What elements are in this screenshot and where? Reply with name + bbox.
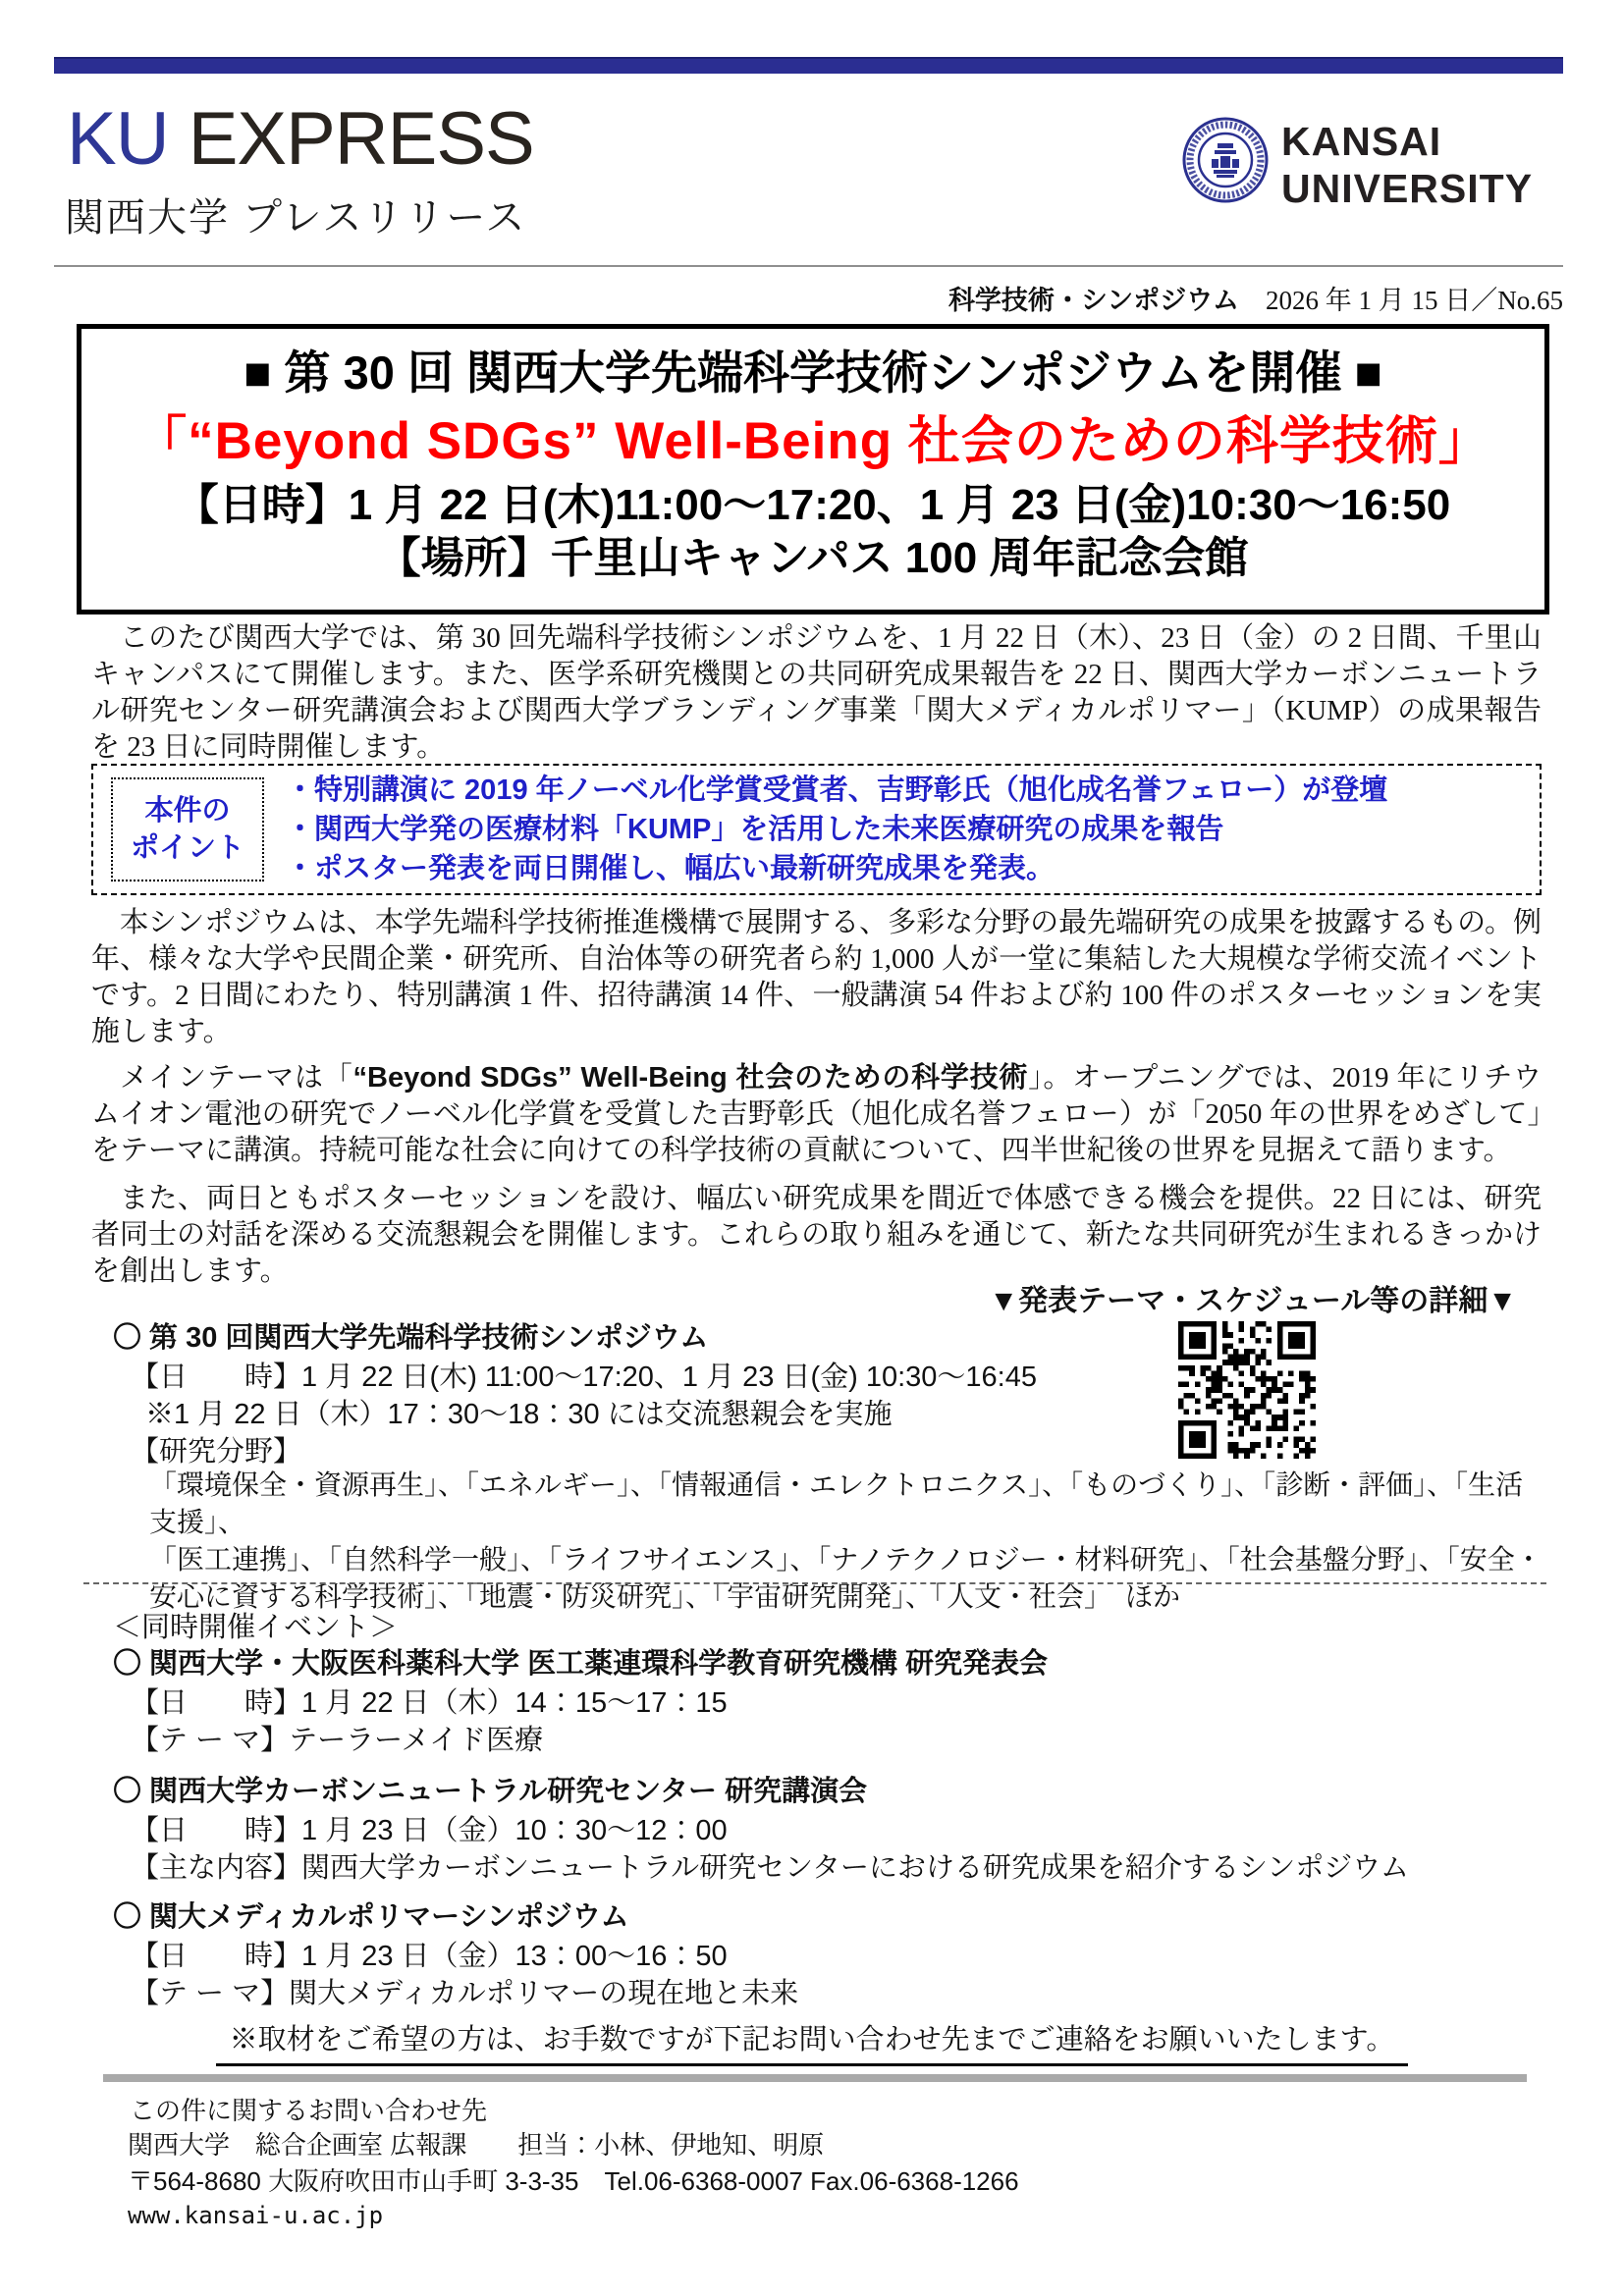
website-url: www.kansai-u.ac.jp [128,2202,384,2229]
research-fields-line: 「環境保全・資源再生」、「エネルギー」、「情報通信・エレクトロニクス」、「ものづくり」、「診断・評価」、「生活支援」、 [149,1469,1524,1537]
event-theme: 【テ ー マ】テーラーメイド医療 [131,1725,544,1756]
dateline [948,279,1563,317]
event-title: 〇 関大メディカルポリマーシンポジウム [113,1901,629,1933]
co-events-header: ＜同時開催イベント＞ [113,1612,399,1643]
event-title: 〇 関西大学・大阪医科薬科大学 医工薬連環科学教育研究機構 研究発表会 [113,1648,1049,1680]
paragraph-lead: このたび関西大学では、第 30 回先端科学技術シンポジウムを、1 月 22 日（木）、23 日（金）の 2 日間、千里山キャンパスにて開催します。また、医学系研究機関との共同研究成果報告を 22 日、関西大学カーボンニュートラル研究センター研究講演会および関西大学ブランディング事業「関大メディカルポリマー」（KUMP）の成果報告を 23 日に同時開催します。 [91,622,1542,763]
university-wordmark-line2: UNIVERSITY [1281,166,1534,211]
key-points-box [91,764,1542,895]
key-points-list [264,771,1540,888]
footer-divider-bar [103,2074,1527,2082]
details-banner: ▼発表テーマ・スケジュール等の詳細▼ [989,1285,1517,1317]
event-title: 〇 関西大学カーボンニュートラル研究センター 研究講演会 [113,1776,868,1807]
header-divider [54,265,1563,267]
paragraph-theme [91,1060,1542,1169]
key-points-label-line2: ポイント [130,832,244,864]
key-point-item: ・特別講演に 2019 年ノーベル化学賞受賞者、吉野彰氏（旭化成名誉フェロー）が登壇 [286,774,1388,806]
event-datetime: 【日 時】1 月 22 日（木）14：15～17：15 [131,1687,728,1719]
header-accent-bar [54,57,1563,74]
research-fields-line: 安心に資する科学技術」、「地震・防災研究」、「宇宙研究開発」、「人文・社会」 ほか [149,1581,1181,1612]
university-wordmark [1281,118,1533,212]
headline-venue: 【場所】千里山キャンパス 100 周年記念会館 [377,534,1249,582]
event-datetime: 【日 時】1 月 23 日（金）13：00～16：50 [131,1941,728,1972]
university-seal-icon [1181,116,1270,204]
symposium-note: ※1 月 22 日（木）17：30～18：30 には交流懇親会を実施 [145,1399,893,1430]
paragraph-theme-post: 」。オープニングでは、2019 年にリチウムイオン電池の研究でノーベル化学賞を受賞した吉野彰氏（旭化成名誉フェロー）が「2050 年の世界をめざして」をテーマに講演。持続可能な社会に向けての科学技術の貢献について、四半世紀後の世界を見据えて語ります。 [91,1062,1542,1166]
research-fields-label: 【研究分野】 [131,1436,302,1468]
ku-express-logo-ku: KU [67,97,169,181]
contact-department: 関西大学 総合企画室 広報課 担当：小林、伊地知、明原 [128,2130,825,2160]
key-point-item: ・関西大学発の医療材料「KUMP」を活用した未来医療研究の成果を報告 [286,814,1224,845]
headline-box [77,324,1549,614]
headline-main: ■ 第 30 回 関西大学先端科学技術シンポジウムを開催 ■ [244,347,1382,399]
key-point-item: ・ポスター発表を両日開催し、幅広い最新研究成果を発表。 [286,853,1056,884]
headline-datetime: 【日時】1 月 22 日(木)11:00～17:20、1 月 23 日(金)10:30～16:50 [175,481,1451,529]
key-points-label-line1: 本件の [144,795,231,827]
headline-theme: 「“Beyond SDGs” Well‐Being 社会のための科学技術」 [135,412,1491,470]
section-divider [83,1582,1546,1584]
research-fields [149,1467,1543,1616]
key-points-label [111,777,264,881]
paragraph-poster: また、両日ともポスターセッションを設け、幅広い研究成果を間近で体感できる機会を提供。22 日には、研究者同士の対話を深める交流懇親会を開催します。これらの取り組みを通じて、新たな共同研究が生まれるきっかけを創出します。 [91,1183,1542,1287]
brand-subtitle: 関西大学 プレスリリース [65,196,527,240]
event-content: 【主な内容】関西大学カーボンニュートラル研究センターにおける研究成果を紹介するシンポジウム [131,1852,1409,1884]
dateline-date: 2026 年 1 月 15 日／No.65 [1239,286,1563,315]
paragraph-theme-bold: “Beyond SDGs” Well‐Being 社会のための科学技術 [352,1062,1029,1094]
qr-code [1178,1321,1316,1459]
paragraph-overview: 本シンポジウムは、本学先端科学技術推進機構で展開する、多彩な分野の最先端研究の成果を披露するもの。例年、様々な大学や民間企業・研究所、自治体等の研究者ら約 1,000 人が一堂に集結した大規模な学術交流イベントです。2 日間にわたり、特別講演 1 件、招待講演 14 件、一般講演 54 件および約 100 件のポスターセッションを実施します。 [91,907,1542,1047]
symposium-title: 〇 第 30 回関西大学先端科学技術シンポジウム [113,1322,709,1354]
press-note-container [0,2017,1624,2066]
dateline-category: 科学技術・シンポジウム [947,286,1239,315]
event-theme: 【テ ー マ】関大メディカルポリマーの現在地と未来 [131,1978,799,2009]
press-note: ※取材をご希望の方は、お手数ですが下記お問い合わせ先までご連絡をお願いいたします。 [216,2017,1409,2066]
contact-address-phone: 〒564-8680 大阪府吹田市山手町 3-3-35 Tel.06-6368-0007 Fax.06-6368-1266 [128,2166,1019,2196]
university-wordmark-line1: KANSAI [1281,119,1442,164]
paragraph-theme-pre: メインテーマは「 [120,1062,353,1094]
event-datetime: 【日 時】1 月 23 日（金）10：30～12：00 [131,1815,728,1846]
contact-header: この件に関するお問い合わせ先 [130,2096,488,2125]
research-fields-line: 「医工連携」、「自然科学一般」、「ライフサイエンス」、「ナノテクノロジー・材料研究」、「社会基盤分野」、「安全・ [149,1544,1543,1575]
symposium-datetime: 【日 時】1 月 22 日(木) 11:00～17:20、1 月 23 日(金) 10:30～16:45 [131,1362,1037,1393]
ku-express-logo-express: EXPRESS [168,97,534,181]
ku-express-logo [67,97,534,181]
